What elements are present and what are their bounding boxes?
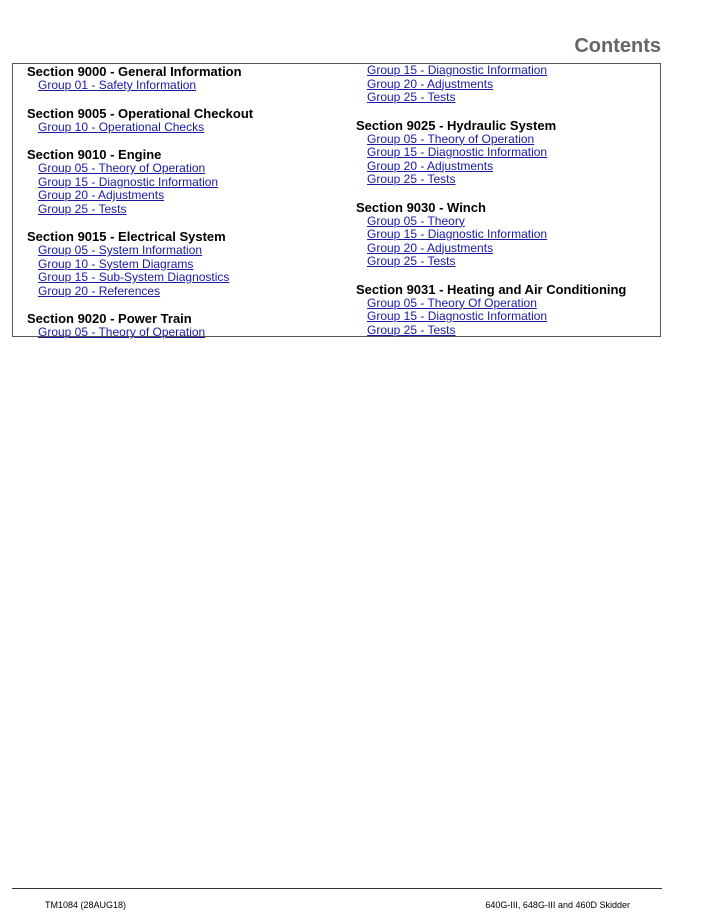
- toc-column-right: [356, 64, 626, 337]
- section-heading: Section 9015 - Electrical System: [27, 229, 226, 244]
- group-link[interactable]: Group 15 - Diagnostic Information: [367, 63, 548, 77]
- group-link[interactable]: Group 15 - Diagnostic Information: [367, 145, 548, 159]
- toc-column-left: [27, 64, 253, 340]
- group-link[interactable]: Group 05 - Theory: [367, 213, 465, 228]
- group-link[interactable]: Group 05 - Theory Of Operation: [367, 295, 537, 310]
- toc-section-9020-continued: [356, 64, 626, 105]
- group-link[interactable]: Group 10 - Operational Checks: [38, 119, 205, 134]
- group-link[interactable]: Group 25 - Tests: [367, 254, 456, 268]
- group-link[interactable]: Group 20 - Adjustments: [367, 76, 494, 91]
- group-link[interactable]: Group 05 - System Information: [38, 243, 203, 257]
- section-heading: Section 9010 - Engine: [27, 147, 162, 162]
- group-link[interactable]: Group 20 - References: [38, 283, 161, 298]
- group-link[interactable]: Group 05 - Theory of Operation: [38, 161, 206, 175]
- toc-section-9015: [27, 229, 253, 298]
- group-link[interactable]: Group 01 - Safety Information: [38, 78, 197, 92]
- group-link[interactable]: Group 15 - Diagnostic Information: [367, 309, 548, 323]
- group-link[interactable]: Group 20 - Adjustments: [38, 188, 165, 202]
- group-link[interactable]: Group 20 - Adjustments: [367, 158, 494, 173]
- toc-section-9000: [27, 64, 253, 93]
- section-heading: Section 9005 - Operational Checkout: [27, 105, 254, 121]
- section-heading: Section 9030 - Winch: [356, 199, 486, 215]
- group-link[interactable]: Group 10 - System Diagrams: [38, 256, 194, 271]
- group-link[interactable]: Group 25 - Tests: [367, 90, 456, 104]
- toc-section-9010: [27, 147, 253, 216]
- page-title: Contents: [574, 35, 661, 57]
- group-link[interactable]: Group 25 - Tests: [38, 201, 127, 216]
- toc-section-9031: [356, 282, 626, 338]
- group-link[interactable]: Group 25 - Tests: [367, 172, 456, 186]
- footer-divider: [12, 888, 662, 889]
- group-link[interactable]: Group 15 - Diagnostic Information: [38, 174, 219, 189]
- group-link[interactable]: Group 25 - Tests: [367, 322, 456, 337]
- toc-section-9005: [27, 106, 253, 135]
- toc-section-9020: [27, 311, 253, 340]
- section-heading: Section 9031 - Heating and Air Conditioning: [356, 281, 627, 297]
- section-heading: Section 9020 - Power Train: [27, 311, 192, 326]
- group-link[interactable]: Group 05 - Theory of Operation: [38, 325, 206, 339]
- table-of-contents: [12, 63, 661, 337]
- footer-manual-id: TM1084 (28AUG18): [45, 900, 127, 910]
- footer-product-name: 640G-III, 648G-III and 460D Skidder: [485, 900, 630, 910]
- toc-section-9030: [356, 200, 626, 269]
- group-link[interactable]: Group 15 - Diagnostic Information: [367, 227, 548, 241]
- group-link[interactable]: Group 15 - Sub-System Diagnostics: [38, 270, 230, 284]
- toc-section-9025: [356, 118, 626, 187]
- section-heading: Section 9025 - Hydraulic System: [356, 117, 557, 133]
- group-link[interactable]: Group 20 - Adjustments: [367, 240, 494, 255]
- group-link[interactable]: Group 05 - Theory of Operation: [367, 131, 535, 146]
- section-heading: Section 9000 - General Information: [27, 64, 242, 79]
